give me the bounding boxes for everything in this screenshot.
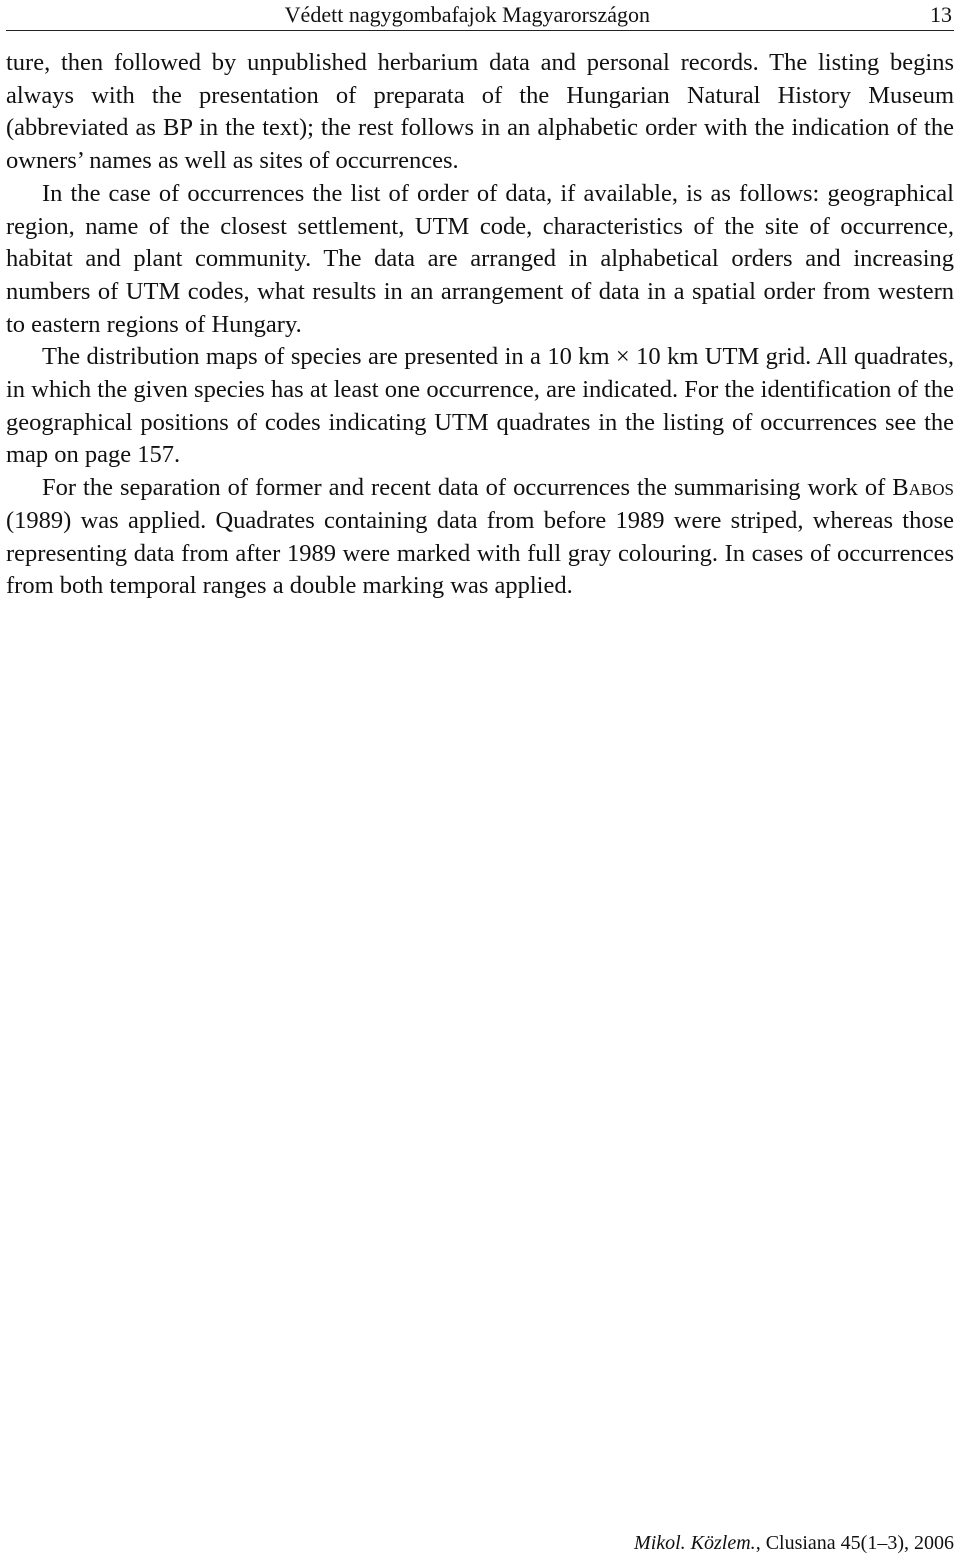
- footer-citation: [634, 1531, 954, 1555]
- paragraph-3: The distribution maps of species are presented in a 10 km × 10 km UTM grid. All quadrates, in which the given species has at least one occurrence, are indicated. For the identification of the geographical positions of codes indicating UTM quadrates in the listing of occurrences see the map on page 157.: [6, 343, 954, 469]
- paragraph-1: ture, then followed by unpublished herbarium data and personal records. The listing begins always with the presentation of preparata of the Hungarian Natural History Museum (abbreviated as BP in the text); the rest follows in an alphabetic order with the indication of the owners’ names as well as sites of occurrences.: [6, 49, 954, 175]
- journal-name: Mikol. Közlem.: [634, 1532, 756, 1554]
- journal-volume: , Clusiana 45(1–3), 2006: [755, 1532, 954, 1554]
- author-name: Babos: [892, 474, 954, 502]
- body-text: [6, 47, 954, 603]
- paragraph-4-start: For the separation of former and recent data of occurrences the summarising work of: [42, 474, 893, 502]
- paragraph-4: [6, 472, 954, 603]
- running-title: Védett nagygombafajok Magyarországon: [284, 2, 650, 27]
- paragraph-2: In the case of occurrences the list of order of data, if available, is as follows: geographical region, name of the closest settlement, UTM code, characteristics of the site of occurrence, habitat and plant community. The data are arranged in alphabetical orders and increasing numbers of UTM codes, what results in an arrangement of data in a spatial order from western to eastern regions of Hungary.: [6, 179, 954, 338]
- page-number: 13: [930, 2, 952, 27]
- running-header: [6, 2, 954, 31]
- paragraph-4-end: (1989) was applied. Quadrates containing data from before 1989 were striped, whereas those representing data from after 1989 were marked with full gray colouring. In cases of occurrences from both temporal ranges a double marking was applied.: [6, 506, 954, 600]
